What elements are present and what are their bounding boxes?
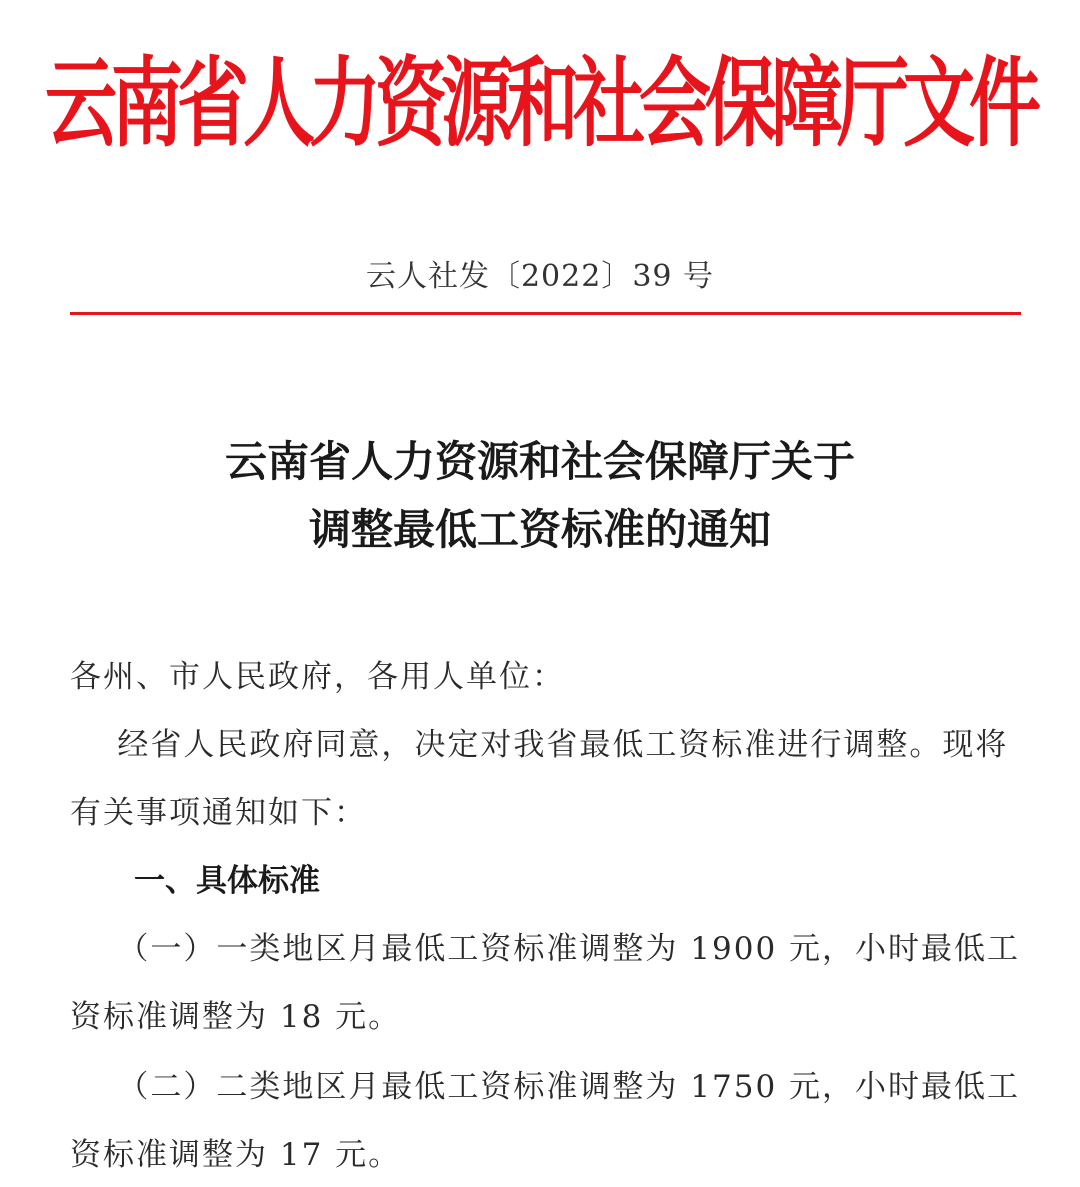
item-2-line-2: 资标准调整为 17 元。 [70, 1137, 402, 1173]
header-divider [70, 312, 1021, 315]
section-heading-standards: 一、具体标准 [134, 863, 320, 899]
addressee-line: 各州、市人民政府，各用人单位： [70, 659, 565, 695]
document-number: 云人社发〔2022〕39 号 [365, 259, 715, 294]
intro-paragraph-line-1: 经省人民政府同意，决定对我省最低工资标准进行调整。现将 [70, 727, 1009, 763]
document-header-title: 云南省人力资源和社会保障厅文件 [44, 44, 1035, 160]
item-2-line-1: （二）二类地区月最低工资标准调整为 1750 元，小时最低工 [70, 1069, 1021, 1105]
item-1-line-1: （一）一类地区月最低工资标准调整为 1900 元，小时最低工 [70, 931, 1021, 967]
notice-title-line-1: 云南省人力资源和社会保障厅关于 [224, 437, 855, 486]
notice-title-line-2: 调整最低工资标准的通知 [308, 505, 771, 554]
item-1-line-2: 资标准调整为 18 元。 [70, 999, 402, 1035]
intro-paragraph-line-2: 有关事项通知如下： [70, 795, 367, 831]
